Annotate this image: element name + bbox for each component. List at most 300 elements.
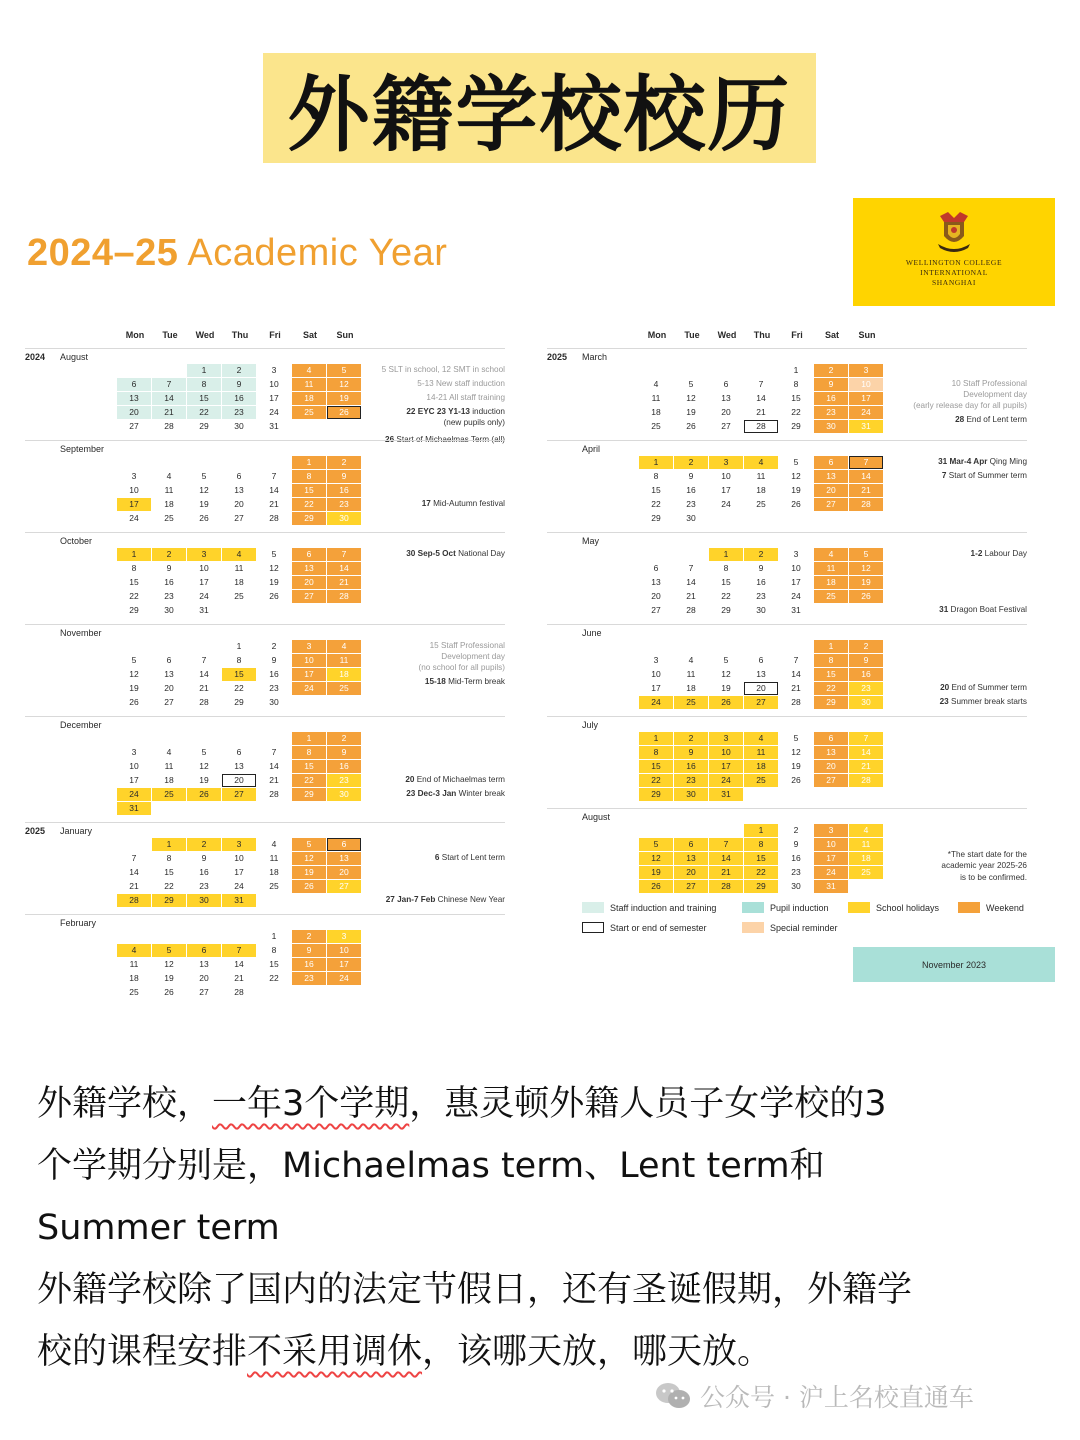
month-block-june (547, 624, 1027, 716)
day-cell: 14 (129, 867, 139, 877)
day-cell: 31 (199, 605, 209, 615)
day-cell: 30 (849, 696, 883, 709)
day-cell: 9 (327, 470, 361, 483)
day-cell: 9 (758, 563, 764, 573)
day-cell: 13 (651, 577, 661, 587)
day-cell: 7 (849, 732, 883, 745)
day-cell: 6 (187, 944, 221, 957)
day-cell: 20 (721, 407, 731, 417)
calendar-note: 6 Start of Lent term (434, 853, 505, 862)
day-cell: 6 (327, 838, 361, 851)
day-cell: 25 (674, 696, 708, 709)
day-cell: 3 (131, 471, 137, 481)
day-cell: 20 (292, 576, 326, 589)
day-cell: 4 (166, 747, 172, 757)
day-cell: 16 (791, 853, 801, 863)
legend-staff-swatch (582, 902, 604, 913)
day-cell: 1 (709, 548, 743, 561)
day-cell: 18 (164, 499, 174, 509)
day-cell: 29 (152, 894, 186, 907)
calendar-note: 23 Dec-3 Jan Winter break (406, 789, 505, 798)
academic-year-title (27, 232, 447, 275)
day-cell: 2 (674, 456, 708, 469)
day-cell: 2 (327, 732, 361, 745)
day-cell: 3 (187, 548, 221, 561)
day-cell: 30 (791, 881, 801, 891)
day-cell: 27 (234, 513, 244, 523)
day-cell: 25 (152, 788, 186, 801)
day-cell: 24 (234, 881, 244, 891)
day-cell: 14 (709, 852, 743, 865)
day-cell: 5 (793, 457, 799, 467)
day-cell: 31 (814, 880, 848, 893)
day-cell: 24 (709, 774, 743, 787)
day-cell: 10 (814, 838, 848, 851)
calendar-note: 20 End of Michaelmas term (405, 775, 505, 784)
note-date: 28 (955, 415, 965, 425)
day-cell: 18 (164, 775, 174, 785)
day-cell: 6 (236, 747, 242, 757)
day-cell: 17 (721, 485, 731, 495)
day-cell: 11 (814, 562, 848, 575)
day-cell: 12 (791, 747, 801, 757)
month-name: December (60, 720, 102, 730)
calendar-note: 5 SLT in school, 12 SMT in school (381, 365, 505, 374)
day-cell: 15 (744, 852, 778, 865)
day-cell: 17 (791, 577, 801, 587)
day-cell: 23 (686, 499, 696, 509)
day-cell: 19 (199, 775, 209, 785)
day-cell: 28 (686, 605, 696, 615)
day-cell: 26 (187, 788, 221, 801)
day-cell: 5 (201, 747, 207, 757)
note-date: 31 Mar-4 Apr (938, 457, 988, 466)
day-cell: 22 (639, 774, 673, 787)
day-cell: 14 (791, 669, 801, 679)
day-cell: 19 (327, 392, 361, 405)
day-cell: 26 (709, 696, 743, 709)
legend-special-label: Special reminder (770, 922, 838, 933)
day-cell: 4 (814, 548, 848, 561)
day-cell: 24 (327, 972, 361, 985)
day-cell: 29 (651, 513, 661, 523)
note-date: 30 Sep-5 Oct (406, 549, 456, 558)
day-cell: 6 (674, 838, 708, 851)
day-cell: 1 (639, 456, 673, 469)
day-cell: 6 (758, 655, 764, 665)
day-cell: 1 (744, 824, 778, 837)
note-date: 23 (939, 697, 949, 706)
day-cell: 16 (327, 760, 361, 773)
weekday-header: Tue (162, 330, 178, 340)
weekday-header: Wed (717, 330, 737, 340)
legend-staff (582, 902, 716, 913)
day-cell: 19 (199, 499, 209, 509)
day-cell: 5 (292, 838, 326, 851)
day-cell: 24 (129, 513, 139, 523)
day-cell: 19 (292, 866, 326, 879)
day-cell: 9 (201, 853, 207, 863)
day-cell: 12 (199, 485, 209, 495)
day-cell: 13 (117, 392, 151, 405)
day-cell: 17 (849, 392, 883, 405)
day-cell: 12 (791, 471, 801, 481)
day-cell: 4 (271, 839, 277, 849)
day-cell: 12 (269, 563, 279, 573)
day-cell: 17 (234, 867, 244, 877)
month-block-october (25, 532, 505, 624)
day-cell: 22 (744, 866, 778, 879)
calendar-note: *The start date for the (947, 850, 1027, 860)
day-cell: 3 (709, 732, 743, 745)
day-cell: 22 (269, 973, 279, 983)
day-cell: 26 (292, 880, 326, 893)
day-cell: 21 (849, 484, 883, 497)
day-cell: 19 (164, 973, 174, 983)
day-cell: 11 (744, 746, 778, 759)
day-cell: 12 (721, 669, 731, 679)
day-cell: 30 (164, 605, 174, 615)
day-cell: 30 (187, 894, 221, 907)
calendar-note: 10 Staff Professional (951, 379, 1027, 388)
day-cell: 30 (234, 421, 244, 431)
day-cell: 23 (814, 406, 848, 419)
day-cell: 18 (292, 392, 326, 405)
day-cell: 17 (651, 683, 661, 693)
day-cell: 10 (651, 669, 661, 679)
month-year: 2025 (25, 826, 46, 836)
day-cell: 4 (166, 471, 172, 481)
month-name: October (60, 536, 93, 546)
day-cell: 30 (327, 788, 361, 801)
calendar-note: 15 Staff Professional (429, 641, 505, 650)
day-cell: 19 (129, 683, 139, 693)
day-cell: 28 (269, 789, 279, 799)
day-cell: 27 (814, 498, 848, 511)
day-cell: 13 (199, 959, 209, 969)
day-cell: 5 (849, 548, 883, 561)
para-l1a: 外籍学校， (37, 1084, 213, 1124)
day-cell: 26 (686, 421, 696, 431)
day-cell: 27 (814, 774, 848, 787)
day-cell: 22 (651, 499, 661, 509)
banner-title: 外籍学校校历 (287, 67, 792, 163)
day-cell: 28 (327, 590, 361, 603)
day-cell: 25 (651, 421, 661, 431)
day-cell: 9 (849, 654, 883, 667)
day-cell: 4 (292, 364, 326, 377)
day-cell: 8 (292, 746, 326, 759)
day-cell: 19 (791, 761, 801, 771)
day-cell: 18 (234, 577, 244, 587)
day-cell: 30 (674, 788, 708, 801)
day-cell: 27 (721, 421, 731, 431)
day-cell: 23 (269, 683, 279, 693)
day-cell: 28 (164, 421, 174, 431)
day-cell: 16 (199, 867, 209, 877)
day-cell: 24 (292, 682, 326, 695)
day-cell: 10 (129, 761, 139, 771)
legend-pupil-swatch (742, 902, 764, 913)
month-name: March (582, 352, 608, 362)
month-name: January (60, 826, 93, 836)
weekday-header: Thu (231, 330, 249, 340)
legend-semester-swatch (582, 922, 604, 933)
day-cell: 7 (688, 563, 694, 573)
day-cell: 26 (791, 499, 801, 509)
school-logo (853, 198, 1055, 306)
day-cell: 29 (814, 696, 848, 709)
day-cell: 19 (849, 576, 883, 589)
day-cell: 7 (709, 838, 743, 851)
month-name: April (582, 444, 601, 454)
day-cell: 12 (639, 852, 673, 865)
day-cell: 1 (793, 365, 799, 375)
day-cell: 12 (849, 562, 883, 575)
day-cell: 18 (327, 668, 361, 681)
month-block-january (25, 822, 505, 914)
note-date: 6 (434, 853, 440, 862)
day-cell: 14 (269, 761, 279, 771)
calendar-note: 17 Mid-Autumn festival (421, 499, 505, 508)
day-cell: 1 (292, 732, 326, 745)
calendar-note: 15-18 Mid-Term break (424, 677, 505, 687)
day-cell: 20 (744, 682, 778, 695)
crest-icon (934, 210, 974, 254)
day-cell: 20 (327, 866, 361, 879)
day-cell: 13 (721, 393, 731, 403)
day-cell: 27 (327, 880, 361, 893)
day-cell: 21 (686, 591, 696, 601)
day-cell: 12 (327, 378, 361, 391)
day-cell: 22 (187, 406, 221, 419)
day-cell: 25 (849, 866, 883, 879)
para-l1b: 一年3个学期 (212, 1084, 410, 1124)
title-banner (263, 53, 816, 163)
day-cell: 30 (686, 513, 696, 523)
day-cell: 17 (814, 852, 848, 865)
day-cell: 16 (756, 577, 766, 587)
month-block-november (25, 624, 505, 716)
month-year: 2024 (25, 352, 46, 362)
paragraph-line-3: Summer term (37, 1208, 280, 1248)
day-cell: 8 (271, 945, 277, 955)
day-cell: 1 (236, 641, 242, 651)
weekday-header: Tue (684, 330, 700, 340)
day-cell: 29 (791, 421, 801, 431)
day-cell: 14 (327, 562, 361, 575)
calendar-right-column (547, 330, 1027, 891)
day-cell: 9 (674, 746, 708, 759)
day-cell: 13 (756, 669, 766, 679)
day-cell: 31 (709, 788, 743, 801)
day-cell: 11 (849, 838, 883, 851)
day-cell: 3 (709, 456, 743, 469)
day-cell: 17 (709, 760, 743, 773)
day-cell: 27 (651, 605, 661, 615)
month-block-may (547, 532, 1027, 624)
day-cell: 16 (849, 668, 883, 681)
day-cell: 25 (327, 682, 361, 695)
day-cell: 4 (849, 824, 883, 837)
day-cell: 8 (639, 746, 673, 759)
day-cell: 28 (791, 697, 801, 707)
day-cell: 2 (814, 364, 848, 377)
day-cell: 25 (744, 774, 778, 787)
day-cell: 15 (721, 577, 731, 587)
month-name: September (60, 444, 105, 454)
note-date: 22 EYC 23 Y1-13 (406, 407, 470, 416)
weekday-header: Thu (753, 330, 771, 340)
day-cell: 29 (639, 788, 673, 801)
day-cell: 20 (674, 866, 708, 879)
day-cell: 16 (164, 577, 174, 587)
calendar-note: 20 End of Summer term (940, 683, 1027, 692)
day-cell: 13 (164, 669, 174, 679)
day-cell: 8 (292, 470, 326, 483)
day-cell: 16 (292, 958, 326, 971)
day-cell: 28 (849, 774, 883, 787)
day-cell: 10 (327, 944, 361, 957)
day-cell: 23 (674, 774, 708, 787)
day-cell: 16 (222, 392, 256, 405)
weekday-header: Wed (195, 330, 215, 340)
day-cell: 23 (164, 591, 174, 601)
day-cell: 6 (814, 732, 848, 745)
day-cell: 25 (756, 499, 766, 509)
day-cell: 10 (234, 853, 244, 863)
day-cell: 18 (651, 407, 661, 417)
day-cell: 7 (131, 853, 137, 863)
day-cell: 1 (814, 640, 848, 653)
day-cell: 29 (721, 605, 731, 615)
day-cell: 7 (327, 548, 361, 561)
day-cell: 8 (166, 853, 172, 863)
day-cell: 1 (117, 548, 151, 561)
day-cell: 11 (164, 761, 174, 771)
day-cell: 8 (793, 379, 799, 389)
note-date: 31 (939, 605, 949, 614)
para-l1c: ，惠灵顿外籍人员子女学校的3 (409, 1084, 887, 1124)
month-block-march (547, 348, 1027, 440)
day-cell: 9 (166, 563, 172, 573)
legend-semester (582, 922, 707, 933)
day-cell: 16 (814, 392, 848, 405)
legend-pupil (742, 902, 829, 913)
month-name: November (60, 628, 102, 638)
legend-weekend-label: Weekend (986, 902, 1024, 913)
day-cell: 28 (234, 987, 244, 997)
day-cell: 26 (129, 697, 139, 707)
day-cell: 3 (327, 930, 361, 943)
day-cell: 21 (849, 760, 883, 773)
month-name: May (582, 536, 600, 546)
day-cell: 5 (271, 549, 277, 559)
day-cell: 4 (222, 548, 256, 561)
day-cell: 25 (234, 591, 244, 601)
day-cell: 2 (292, 930, 326, 943)
day-cell: 13 (234, 485, 244, 495)
day-cell: 10 (292, 654, 326, 667)
day-cell: 11 (269, 853, 279, 863)
day-cell: 5 (131, 655, 137, 665)
day-cell: 10 (849, 378, 883, 391)
day-cell: 7 (152, 378, 186, 391)
month-name: August (60, 352, 89, 362)
day-cell: 23 (756, 591, 766, 601)
day-cell: 21 (269, 499, 279, 509)
month-block-july (547, 716, 1027, 808)
day-cell: 5 (152, 944, 186, 957)
day-cell: 19 (791, 485, 801, 495)
day-cell: 2 (744, 548, 778, 561)
day-cell: 10 (199, 563, 209, 573)
day-cell: 1 (639, 732, 673, 745)
day-cell: 3 (793, 549, 799, 559)
day-cell: 31 (849, 420, 883, 433)
day-cell: 15 (292, 760, 326, 773)
calendar-note: Development day (441, 652, 505, 662)
day-cell: 27 (674, 880, 708, 893)
day-cell: 3 (849, 364, 883, 377)
watermark (654, 1378, 974, 1414)
day-cell: 3 (222, 838, 256, 851)
day-cell: 15 (651, 485, 661, 495)
day-cell: 2 (187, 838, 221, 851)
calendar-note: 1-2 Labour Day (970, 549, 1027, 558)
day-cell: 10 (709, 746, 743, 759)
day-cell: 17 (129, 775, 139, 785)
day-cell: 5 (201, 471, 207, 481)
logo-text-3: SHANGHAI (932, 278, 976, 287)
calendar-note: 14-21 All staff training (426, 393, 505, 402)
day-cell: 8 (723, 563, 729, 573)
month-year: 2025 (547, 352, 568, 362)
day-cell: 13 (814, 746, 848, 759)
day-cell: 13 (292, 562, 326, 575)
day-cell: 6 (117, 378, 151, 391)
day-cell: 25 (164, 513, 174, 523)
weekday-header: Sun (336, 330, 354, 340)
legend-semester-label: Start or end of semester (610, 922, 707, 933)
day-cell: 22 (721, 591, 731, 601)
note-date: 15-18 (424, 677, 446, 687)
day-cell: 24 (639, 696, 673, 709)
note-date: 20 (940, 683, 950, 692)
day-cell: 27 (164, 697, 174, 707)
day-cell: 30 (814, 420, 848, 433)
note-date: 20 (405, 775, 415, 784)
day-cell: 29 (234, 697, 244, 707)
day-cell: 27 (222, 788, 256, 801)
day-cell: 21 (269, 775, 279, 785)
day-cell: 7 (222, 944, 256, 957)
day-cell: 16 (327, 484, 361, 497)
day-cell: 28 (849, 498, 883, 511)
day-cell: 18 (744, 760, 778, 773)
day-cell: 11 (164, 485, 174, 495)
month-block-august (547, 808, 1027, 900)
day-cell: 15 (639, 760, 673, 773)
weekday-header: Sat (824, 330, 839, 340)
day-cell: 24 (849, 406, 883, 419)
day-cell: 11 (327, 654, 361, 667)
day-cell: 11 (129, 959, 139, 969)
day-cell: 22 (164, 881, 174, 891)
day-cell: 7 (793, 655, 799, 665)
day-cell: 14 (686, 577, 696, 587)
day-cell: 20 (814, 760, 848, 773)
